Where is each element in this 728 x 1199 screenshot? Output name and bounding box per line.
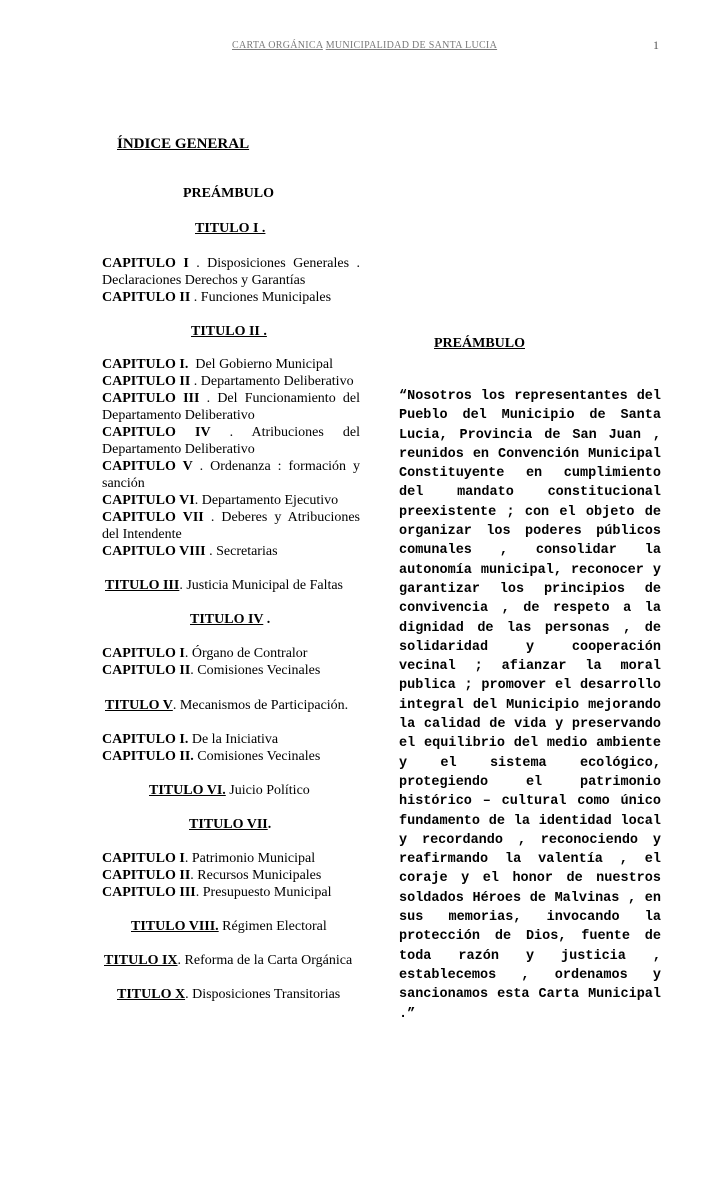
preamble-text: “Nosotros los representantes del Pueblo del Municipio de Santa Lucia, Provincia de San Juan , reunidos en Convención Municipal Constituyente en cumplimiento del mandato constitucional preexistente ; con el objeto de organizar los poderes públicos comunales , consolidar la autonomía municipal, reconocer y garantizar los principios de convivencia , de respeto a la dignidad de las personas , de solidaridad y cooperación vecinal ; afianzar la moral publica ; promover el desarrollo integral del Municipio mejorando la calidad de vida y preservando el equilibrio del medio ambiente y el sistema ecológico, protegiendo el patrimonio histórico – cultural como único fundamento de la identidad local y recordando , reconociendo y reafirmando la valentía , el coraje y el honor de nuestros soldados Héroes de Malvinas , en sus memorias, invocando la protección de Dios, fuente de toda razón y justicia , establecemos , ordenamos y sancionamos esta Carta Municipal .” [399,389,661,1022]
header-title-part1: CARTA ORGÁNICA [232,40,323,51]
toc-t2-capitulo-4: CAPITULO IV . Atribuciones del [102,425,360,440]
toc-preambulo: PREÁMBULO [183,186,274,201]
page-number: 1 [653,38,659,52]
toc-t1-capitulo-1-cont: Declaraciones Derechos y Garantías [102,273,306,288]
toc-t2-capitulo-3-cont: Departamento Deliberativo [102,408,255,423]
header-title-part2: MUNICIPALIDAD DE SANTA LUCIA [325,40,498,51]
toc-t4-capitulo-2: CAPITULO II. Comisiones Vecinales [102,663,321,678]
toc-t2-capitulo-2: CAPITULO II . Departamento Deliberativo [102,374,354,389]
toc-titulo-10: TITULO X. Disposiciones Transitorias [117,987,341,1002]
toc-t2-capitulo-6: CAPITULO VI. Departamento Ejecutivo [102,493,339,508]
toc-t7-capitulo-2: CAPITULO II. Recursos Municipales [102,868,322,883]
toc-titulo-5: TITULO V. Mecanismos de Participación. [105,698,349,713]
toc-titulo-8: TITULO VIII. Régimen Electoral [131,919,327,934]
toc-t2-capitulo-5: CAPITULO V . Ordenanza : formación y [102,459,360,474]
toc-t4-capitulo-1: CAPITULO I. Órgano de Contralor [102,646,308,661]
toc-t5-capitulo-1: CAPITULO I. De la Iniciativa [102,732,279,747]
toc-t1-capitulo-2: CAPITULO II . Funciones Municipales [102,290,332,305]
toc-t1-capitulo-1: CAPITULO I . Disposiciones Generales . [102,256,360,271]
toc-t2-capitulo-4-cont: Departamento Deliberativo [102,442,255,457]
toc-titulo-1: TITULO I . [195,221,266,236]
toc-t7-capitulo-1: CAPITULO I. Patrimonio Municipal [102,851,316,866]
toc-t2-capitulo-7-cont: del Intendente [102,527,182,542]
toc-titulo-7: TITULO VII. [189,817,272,832]
toc-titulo-3: TITULO III. Justicia Municipal de Faltas [105,578,344,593]
preamble-heading: PREÁMBULO [434,336,525,351]
toc-titulo-2: TITULO II . [191,324,267,339]
toc-t2-capitulo-3: CAPITULO III . Del Funcionamiento del [102,391,360,406]
toc-t2-capitulo-1: CAPITULO I. Del Gobierno Municipal [102,357,333,372]
toc-t2-capitulo-5-cont: sanción [102,476,145,491]
toc-titulo-6: TITULO VI. Juicio Político [149,783,310,798]
toc-t2-capitulo-7: CAPITULO VII . Deberes y Atribuciones [102,510,361,525]
toc-titulo-9: TITULO IX. Reforma de la Carta Orgánica [104,953,353,968]
toc-titulo-4: TITULO IV . [190,612,271,627]
toc-t7-capitulo-3: CAPITULO III. Presupuesto Municipal [102,885,332,900]
toc-t2-capitulo-8: CAPITULO VIII . Secretarias [102,544,278,559]
index-title: ÍNDICE GENERAL [117,136,250,152]
toc-t5-capitulo-2: CAPITULO II. Comisiones Vecinales [102,749,321,764]
running-header [232,40,497,51]
